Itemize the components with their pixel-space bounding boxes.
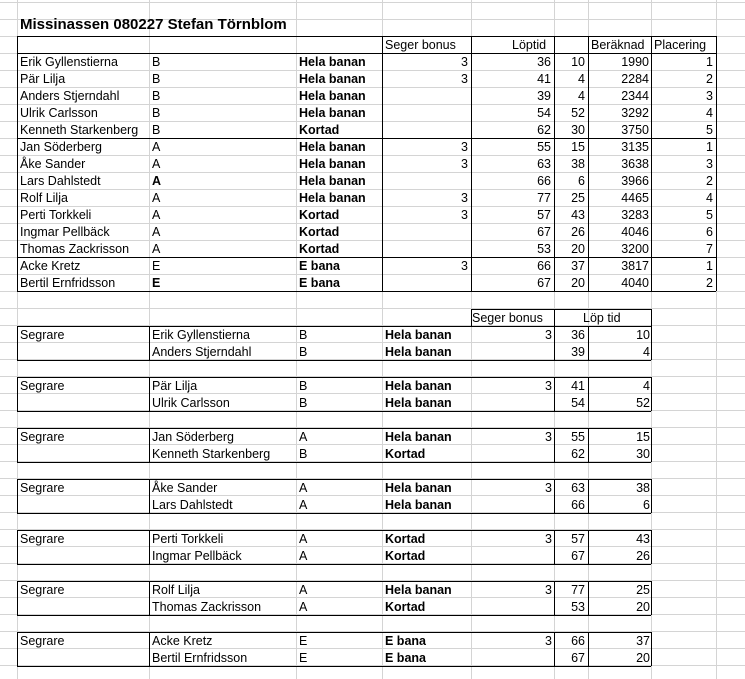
course-type: Hela banan (299, 174, 366, 188)
course-type: Hela banan (385, 583, 452, 597)
course-type: E bana (299, 276, 340, 290)
course-type: Hela banan (299, 191, 366, 205)
runner-class: B (299, 379, 308, 393)
runner-name: Anders Stjerndahl (152, 345, 252, 359)
run-minutes: 77 (537, 191, 551, 205)
run-seconds: 25 (636, 583, 650, 597)
run-minutes: 63 (571, 481, 585, 495)
win-bonus (428, 173, 468, 190)
run-seconds: 10 (636, 328, 650, 342)
runner-name: Ulrik Carlsson (152, 396, 230, 410)
run-seconds: 4 (643, 345, 650, 359)
run-minutes: 67 (571, 651, 585, 665)
calculated-score: 4040 (621, 276, 649, 290)
run-seconds: 15 (571, 140, 585, 154)
runner-class: A (152, 140, 161, 154)
win-bonus: 3 (461, 259, 468, 273)
run-seconds: 30 (636, 447, 650, 461)
run-minutes: 41 (537, 72, 551, 86)
winner-label: Segrare (20, 634, 65, 648)
runner-name: Ingmar Pellbäck (20, 225, 110, 239)
header-beraknad: Beräknad (591, 38, 645, 52)
header-seger-bonus-2: Seger bonus (472, 311, 543, 325)
runner-name: Erik Gyllenstierna (20, 55, 118, 69)
placement: 2 (706, 72, 713, 86)
course-type: Kortad (299, 123, 340, 137)
win-bonus (512, 548, 552, 565)
run-minutes: 66 (537, 259, 551, 273)
course-type: Hela banan (385, 481, 452, 495)
course-type: Kortad (385, 532, 426, 546)
calculated-score: 4465 (621, 191, 649, 205)
runner-class: A (152, 174, 162, 188)
placement: 3 (706, 157, 713, 171)
run-seconds: 4 (578, 72, 585, 86)
run-minutes: 63 (537, 157, 551, 171)
runner-name: Ingmar Pellbäck (152, 549, 242, 563)
win-bonus: 3 (461, 72, 468, 86)
course-type: Kortad (385, 447, 426, 461)
placement: 2 (706, 174, 713, 188)
placement: 4 (706, 191, 713, 205)
run-minutes: 55 (537, 140, 551, 154)
runner-name: Thomas Zackrisson (152, 600, 262, 614)
run-seconds: 20 (571, 242, 585, 256)
placement: 6 (706, 225, 713, 239)
win-bonus (428, 122, 468, 139)
placement: 5 (706, 208, 713, 222)
run-minutes: 36 (571, 328, 585, 342)
runner-class: B (152, 55, 161, 69)
runner-name: Acke Kretz (152, 634, 213, 648)
course-type: Hela banan (299, 140, 366, 154)
win-bonus: 3 (461, 208, 468, 222)
placement: 5 (706, 123, 713, 137)
win-bonus: 3 (545, 583, 552, 597)
course-type: Hela banan (299, 157, 366, 171)
runner-name: Perti Torkkeli (20, 208, 92, 222)
runner-name: Erik Gyllenstierna (152, 328, 250, 342)
win-bonus: 3 (461, 140, 468, 154)
run-minutes: 54 (537, 106, 551, 120)
run-minutes: 53 (571, 600, 585, 614)
run-minutes: 67 (537, 276, 551, 290)
runner-name: Perti Torkkeli (152, 532, 224, 546)
course-type: Kortad (299, 225, 340, 239)
runner-name: Åke Sander (20, 157, 86, 171)
win-bonus: 3 (461, 157, 468, 171)
course-type: E bana (385, 651, 426, 665)
win-bonus (428, 88, 468, 105)
win-bonus: 3 (545, 379, 552, 393)
course-type: Kortad (299, 208, 340, 222)
winner-label: Segrare (20, 481, 65, 495)
runner-class: A (152, 208, 161, 222)
run-seconds: 37 (636, 634, 650, 648)
header-loptid: Löptid (512, 38, 547, 52)
course-type: Hela banan (299, 72, 366, 86)
course-type: Kortad (385, 549, 426, 563)
run-seconds: 20 (636, 651, 650, 665)
win-bonus (512, 497, 552, 514)
winner-label: Segrare (20, 379, 65, 393)
win-bonus (512, 395, 552, 412)
runner-class: A (299, 498, 308, 512)
run-minutes: 54 (571, 396, 585, 410)
runner-class: E (152, 276, 161, 290)
win-bonus: 3 (545, 532, 552, 546)
calculated-score: 1990 (621, 55, 649, 69)
course-type: Hela banan (299, 89, 366, 103)
run-seconds: 20 (636, 600, 650, 614)
run-minutes: 67 (537, 225, 551, 239)
runner-class: B (299, 447, 308, 461)
win-bonus: 3 (545, 328, 552, 342)
runner-class: A (299, 600, 308, 614)
run-minutes: 57 (537, 208, 551, 222)
run-minutes: 53 (537, 242, 551, 256)
run-minutes: 57 (571, 532, 585, 546)
win-bonus: 3 (545, 634, 552, 648)
run-seconds: 20 (571, 276, 585, 290)
calculated-score: 3135 (621, 140, 649, 154)
sheet-title: Missinassen 080227 Stefan Törnblom (20, 16, 287, 33)
run-minutes: 39 (571, 345, 585, 359)
run-minutes: 39 (537, 89, 551, 103)
win-bonus (428, 241, 468, 258)
win-bonus (428, 105, 468, 122)
runner-class: A (299, 532, 308, 546)
winner-label: Segrare (20, 430, 65, 444)
run-seconds: 52 (571, 106, 585, 120)
runner-name: Lars Dahlstedt (152, 498, 233, 512)
runner-name: Kenneth Starkenberg (152, 447, 271, 461)
win-bonus: 3 (461, 55, 468, 69)
runner-class: B (152, 89, 161, 103)
win-bonus (512, 446, 552, 463)
course-type: Hela banan (299, 55, 366, 69)
runner-name: Rolf Lilja (20, 191, 68, 205)
runner-name: Anders Stjerndahl (20, 89, 120, 103)
header-lop-tid: Löp tid (583, 311, 621, 325)
runner-class: B (299, 328, 308, 342)
runner-class: B (152, 72, 161, 86)
calculated-score: 2344 (621, 89, 649, 103)
win-bonus (428, 275, 468, 292)
course-type: Kortad (299, 242, 340, 256)
win-bonus (512, 650, 552, 667)
calculated-score: 3966 (621, 174, 649, 188)
run-seconds: 15 (636, 430, 650, 444)
placement: 1 (706, 259, 713, 273)
run-seconds: 26 (571, 225, 585, 239)
runner-name: Jan Söderberg (152, 430, 235, 444)
runner-name: Thomas Zackrisson (20, 242, 130, 256)
runner-class: B (299, 396, 308, 410)
runner-name: Ulrik Carlsson (20, 106, 98, 120)
course-type: Hela banan (385, 396, 452, 410)
runner-class: A (299, 583, 308, 597)
course-type: Hela banan (385, 430, 452, 444)
run-minutes: 66 (537, 174, 551, 188)
run-seconds: 38 (636, 481, 650, 495)
runner-class: A (152, 225, 161, 239)
run-seconds: 52 (636, 396, 650, 410)
runner-class: E (299, 634, 308, 648)
run-minutes: 55 (571, 430, 585, 444)
course-type: Kortad (385, 600, 426, 614)
placement: 1 (706, 140, 713, 154)
runner-class: B (299, 345, 308, 359)
run-seconds: 38 (571, 157, 585, 171)
calculated-score: 3750 (621, 123, 649, 137)
calculated-score: 4046 (621, 225, 649, 239)
course-type: Hela banan (385, 328, 452, 342)
run-seconds: 4 (643, 379, 650, 393)
runner-class: B (152, 106, 161, 120)
calculated-score: 3200 (621, 242, 649, 256)
runner-class: E (299, 651, 308, 665)
win-bonus: 3 (461, 191, 468, 205)
run-seconds: 6 (643, 498, 650, 512)
header-seger-bonus: Seger bonus (385, 38, 456, 52)
winner-label: Segrare (20, 532, 65, 546)
course-type: Hela banan (385, 498, 452, 512)
win-bonus (512, 599, 552, 616)
win-bonus: 3 (545, 430, 552, 444)
run-seconds: 10 (571, 55, 585, 69)
run-minutes: 36 (537, 55, 551, 69)
placement: 1 (706, 55, 713, 69)
runner-name: Pär Lilja (20, 72, 66, 86)
run-minutes: 67 (571, 549, 585, 563)
run-seconds: 25 (571, 191, 585, 205)
run-seconds: 30 (571, 123, 585, 137)
placement: 3 (706, 89, 713, 103)
runner-name: Acke Kretz (20, 259, 81, 273)
run-seconds: 4 (578, 89, 585, 103)
run-minutes: 62 (571, 447, 585, 461)
run-seconds: 43 (636, 532, 650, 546)
calculated-score: 3638 (621, 157, 649, 171)
runner-class: A (299, 549, 308, 563)
runner-name: Åke Sander (152, 481, 218, 495)
course-type: E bana (299, 259, 340, 273)
run-seconds: 37 (571, 259, 585, 273)
runner-class: A (299, 481, 308, 495)
run-minutes: 77 (571, 583, 585, 597)
runner-class: E (152, 259, 161, 273)
win-bonus (512, 344, 552, 361)
runner-class: A (152, 191, 161, 205)
run-minutes: 62 (537, 123, 551, 137)
calculated-score: 2284 (621, 72, 649, 86)
calculated-score: 3292 (621, 106, 649, 120)
placement: 4 (706, 106, 713, 120)
runner-name: Bertil Ernfridsson (20, 276, 116, 290)
course-type: Hela banan (385, 379, 452, 393)
runner-class: A (152, 242, 161, 256)
run-seconds: 26 (636, 549, 650, 563)
runner-name: Bertil Ernfridsson (152, 651, 248, 665)
run-seconds: 6 (578, 174, 585, 188)
runner-name: Pär Lilja (152, 379, 198, 393)
win-bonus: 3 (545, 481, 552, 495)
runner-name: Jan Söderberg (20, 140, 103, 154)
runner-name: Lars Dahlstedt (20, 174, 101, 188)
run-minutes: 66 (571, 634, 585, 648)
run-minutes: 41 (571, 379, 585, 393)
runner-name: Rolf Lilja (152, 583, 200, 597)
placement: 7 (706, 242, 713, 256)
calculated-score: 3817 (621, 259, 649, 273)
win-bonus (428, 224, 468, 241)
runner-name: Kenneth Starkenberg (20, 123, 139, 137)
runner-class: A (152, 157, 161, 171)
placement: 2 (706, 276, 713, 290)
header-placering: Placering (654, 38, 707, 52)
course-type: Hela banan (299, 106, 366, 120)
winner-label: Segrare (20, 583, 65, 597)
run-seconds: 43 (571, 208, 585, 222)
runner-class: B (152, 123, 161, 137)
calculated-score: 3283 (621, 208, 649, 222)
course-type: E bana (385, 634, 426, 648)
course-type: Hela banan (385, 345, 452, 359)
run-minutes: 66 (571, 498, 585, 512)
runner-class: A (299, 430, 308, 444)
winner-label: Segrare (20, 328, 65, 342)
